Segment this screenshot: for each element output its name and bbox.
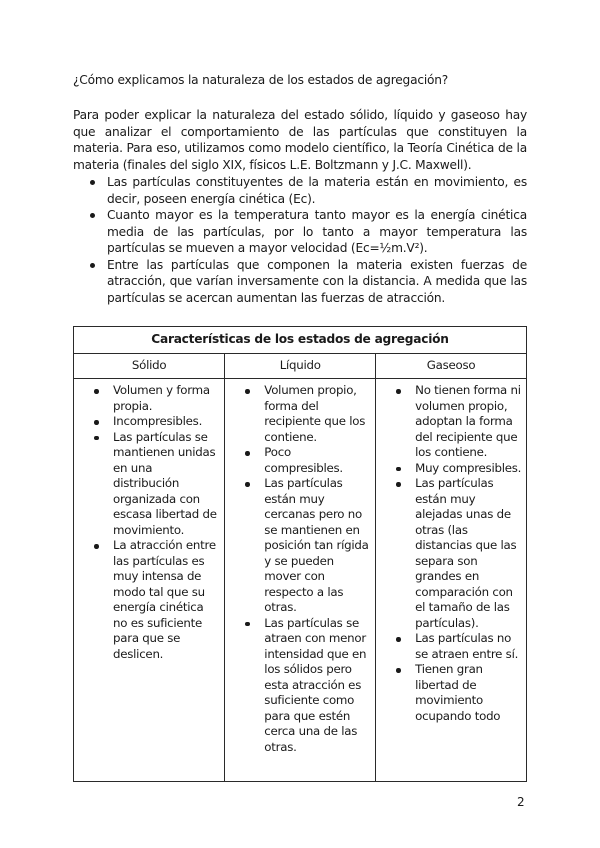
- list-item: Las partículas constituyentes de la materia están en movimiento, es decir, poseen energía cinética (Ec).: [73, 174, 527, 207]
- list-item: Muy compresibles.: [376, 461, 522, 477]
- list-item: Tienen gran libertad de movimiento ocupando todo: [376, 662, 522, 724]
- theory-bullet-list: [73, 174, 527, 306]
- gas-cell: [376, 379, 527, 782]
- list-item: La atracción entre las partículas es muy intensa de modo tal que su energía cinética no es suficiente para que se deslicen.: [74, 538, 220, 662]
- list-item: No tienen forma ni volumen propio, adoptan la forma del recipiente que los contiene.: [376, 383, 522, 461]
- column-header-liquid: Líquido: [225, 354, 376, 379]
- list-item: Poco compresibles.: [225, 445, 371, 476]
- column-header-solid: Sólido: [74, 354, 225, 379]
- list-item: Volumen propio, forma del recipiente que los contiene.: [225, 383, 371, 445]
- section-question: ¿Cómo explicamos la naturaleza de los estados de agregación?: [73, 73, 449, 87]
- liquid-cell: [225, 379, 376, 782]
- table-caption: Características de los estados de agregación: [74, 327, 527, 354]
- list-item: Las partículas se mantienen unidas en una distribución organizada con escasa libertad de movimiento.: [74, 430, 220, 539]
- list-item: Las partículas están muy cercanas pero no se mantienen en posición tan rígida y se pueden mover con respecto a las otras.: [225, 476, 371, 616]
- states-table: [73, 326, 527, 782]
- list-item: Entre las partículas que componen la materia existen fuerzas de atracción, que varían inversamente con la distancia. A medida que las partículas se acercan aumentan las fuerzas de atracción.: [73, 257, 527, 307]
- page-number: 2: [517, 795, 525, 809]
- list-item: Las partículas no se atraen entre sí.: [376, 631, 522, 662]
- list-item: Las partículas se atraen con menor intensidad que en los sólidos pero esta atracción es suficiente como para que estén cerca una de las otras.: [225, 616, 371, 756]
- solid-cell: [74, 379, 225, 782]
- list-item: Las partículas están muy alejadas unas de otras (las distancias que las separa son grandes en comparación con el tamaño de las partículas).: [376, 476, 522, 631]
- list-item: Cuanto mayor es la temperatura tanto mayor es la energía cinética media de las partículas, por lo tanto a mayor temperatura las partículas se mueven a mayor velocidad (Ec=½m.V²).: [73, 207, 527, 257]
- list-item: Volumen y forma propia.: [74, 383, 220, 414]
- column-header-gas: Gaseoso: [376, 354, 527, 379]
- intro-paragraph: Para poder explicar la naturaleza del estado sólido, líquido y gaseoso hay que analizar el comportamiento de las partículas que constituyen la materia. Para eso, utilizamos como modelo científico, la Teoría Cinética de la materia (finales del siglo XIX, físicos L.E. Boltzmann y J.C. Maxwell).: [73, 108, 527, 172]
- list-item: Incompresibles.: [74, 414, 220, 430]
